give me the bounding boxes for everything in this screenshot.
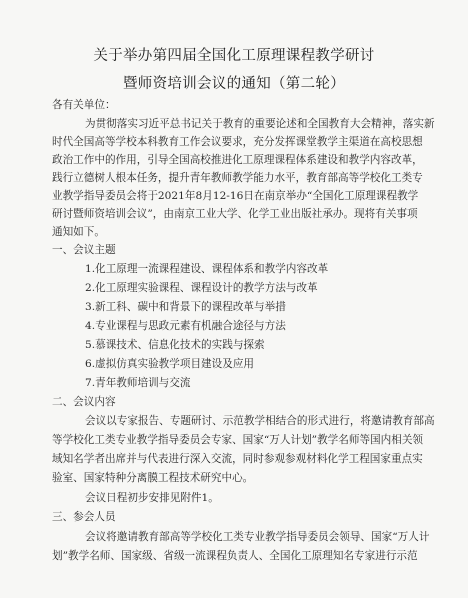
- intro-line: 为贯彻落实习近平总书记关于教育的重要论述和全国教育大会精神，落实新: [85, 118, 435, 130]
- theme-item: 2.化工原理实验课程、课程设计的教学方法与改革: [85, 282, 318, 294]
- intro-line: 通知如下。: [52, 226, 105, 238]
- salutation: 各有关单位：: [52, 99, 116, 111]
- intro-line: 政治工作中的作用，引导全国高校推进化工原理课程体系建设和教学内容改革，: [52, 154, 423, 166]
- theme-item: 5.慕课技术、信息化技术的实践与探索: [85, 339, 265, 351]
- theme-item: 3.新工科、碳中和背景下的课程改革与举措: [85, 301, 286, 313]
- intro-line: 研讨暨师资培训会议”，由南京工业大学、化学工业出版社承办。现将有关事项: [52, 208, 418, 220]
- section2-heading: 二、会议内容: [52, 396, 116, 408]
- theme-item: 4.专业课程与思政元素有机融合途径与方法: [85, 320, 286, 332]
- participants-line: 划”教学名师、国家级、省级一流课程负责人、全国化工原理知名专家进行示范: [52, 550, 418, 562]
- document-title-line1: 关于举办第四届全国化工原理课程教学研讨: [93, 48, 375, 64]
- participants-line: 会议将邀请教育部高等学校化工类专业教学指导委员会领导、国家“万人计: [85, 531, 430, 543]
- intro-line: 时代全国高等学校本科教育工作会议要求，充分发挥课堂教学主渠道在高校思想: [52, 136, 423, 148]
- section1-heading: 一、会议主题: [52, 244, 116, 256]
- content-line: 会议以专家报告、专题研讨、示范教学相结合的形式进行，将邀请教育部高: [85, 415, 435, 427]
- intro-line: 践行立德树人根本任务，提升青年教师教学能力水平，教育部高等学校化工类专: [52, 172, 423, 184]
- document-title-line2: 暨师资培训会议的通知（第二轮）: [123, 76, 345, 92]
- theme-item: 1.化工原理一流课程建设、课程体系和教学内容改革: [85, 263, 329, 275]
- schedule-note: 会议日程初步安排见附件1。: [85, 492, 219, 504]
- content-line: 验室、国家特种分离膜工程技术研究中心。: [52, 472, 254, 484]
- theme-item: 7.青年教师培训与交流: [85, 377, 191, 389]
- content-line: 域知名学者出席并与代表进行深入交流，同时参观参观材料化学工程国家重点实: [52, 453, 423, 465]
- content-line: 等学校化工类专业教学指导委员会专家、国家“万人计划”教学名师等国内相关领: [52, 434, 424, 446]
- intro-line: 业教学指导委员会将于2021年8月12-16日在南京举办“全国化工原理课程教学: [52, 190, 419, 202]
- section3-heading: 三、参会人员: [52, 511, 116, 523]
- theme-item: 6.虚拟仿真实验教学项目建设及应用: [85, 358, 255, 370]
